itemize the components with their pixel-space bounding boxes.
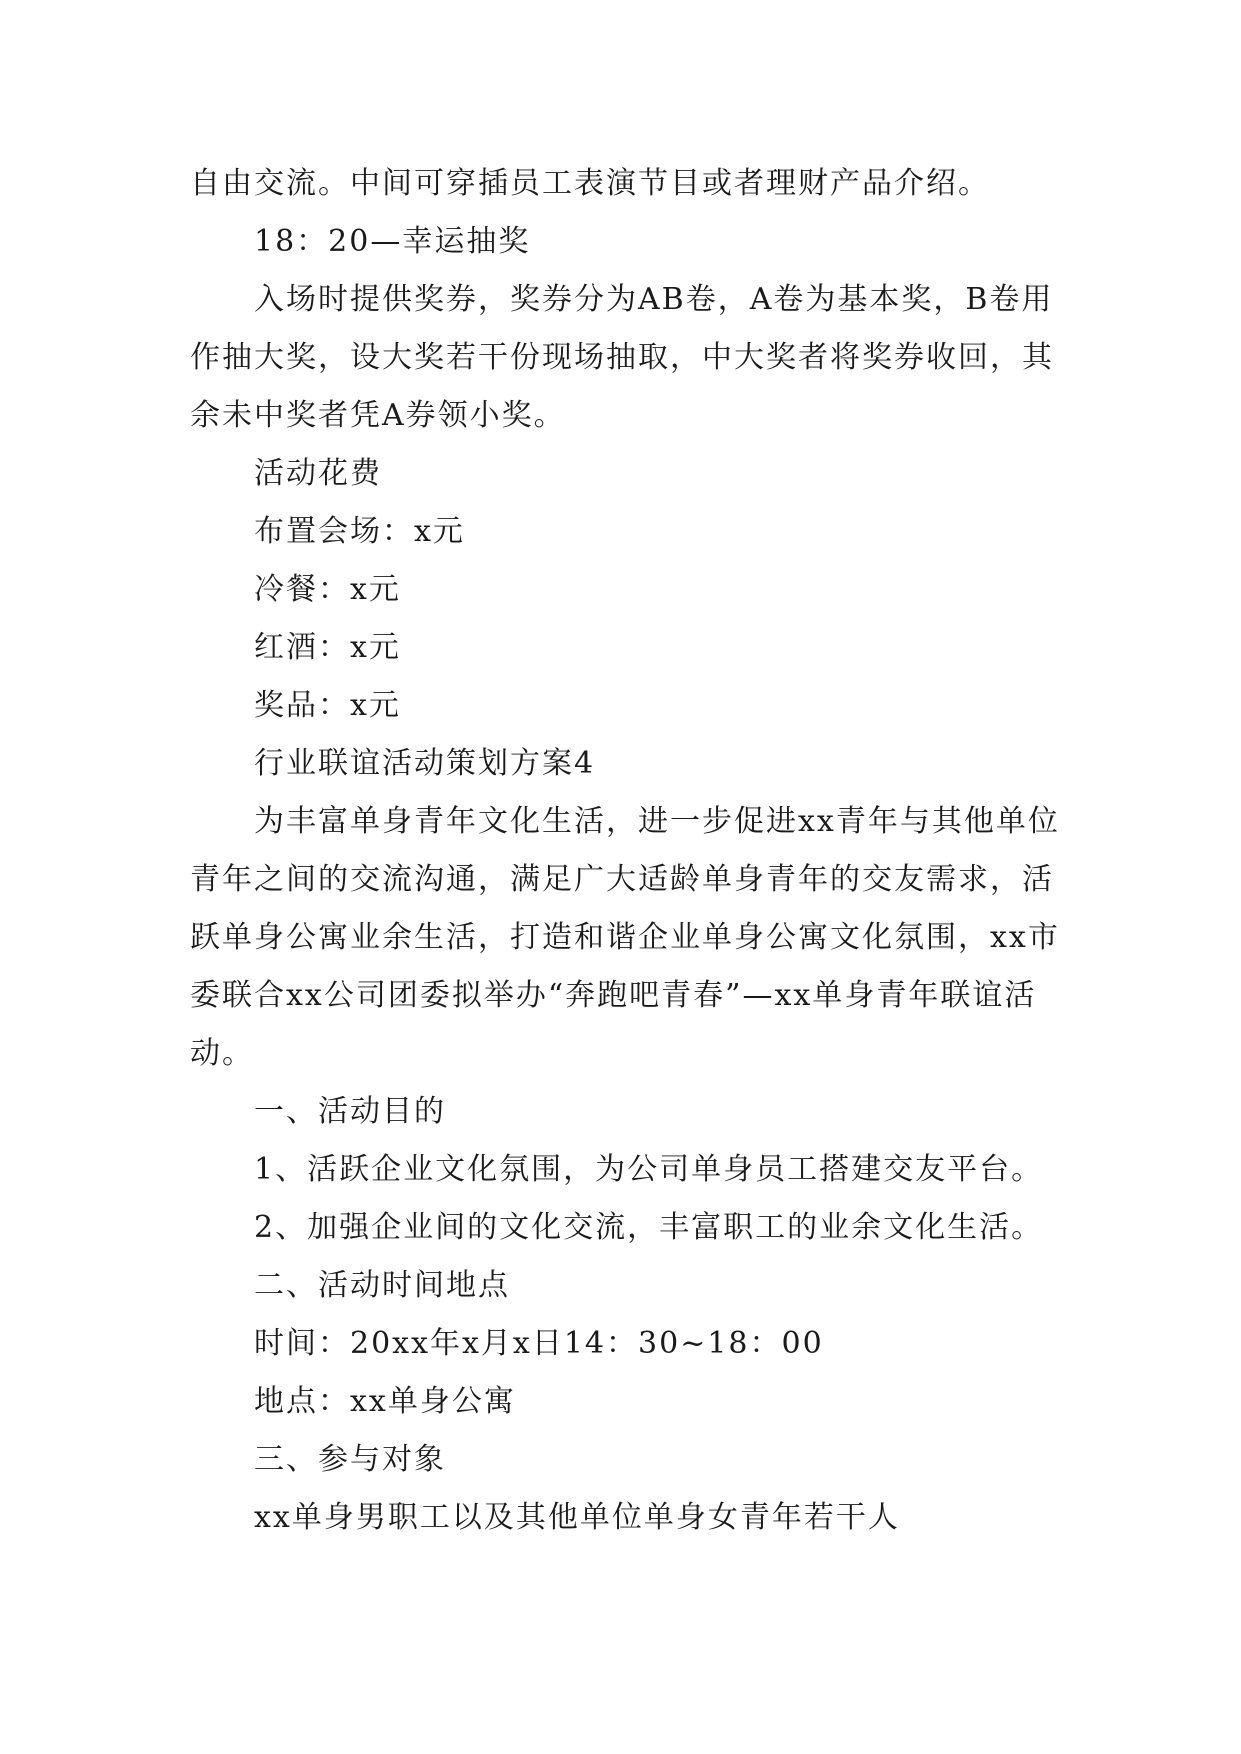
paragraph: xx单身男职工以及其他单位单身女青年若干人 <box>254 1500 900 1535</box>
list-item: 1、活跃企业文化氛围，为公司单身员工搭建交友平台。 <box>254 1152 1044 1187</box>
paragraph: 自由交流。中间可穿插员工表演节目或者理财产品介绍。 <box>190 166 990 201</box>
paragraph: 入场时提供奖券，奖券分为AB卷，A卷为基本奖，B卷用作抽大奖，设大奖若干份现场抽取，中大奖者将奖券收回，其余未中奖者凭A券领小奖。 <box>190 282 1054 433</box>
paragraph: 为丰富单身青年文化生活，进一步促进xx青年与其他单位青年之间的交流沟通，满足广大适龄单身青年的交友需求，活跃单身公寓业余生活，打造和谐企业单身公寓文化氛围，xx市委联合xx公司团委拟举办“奔跑吧青春”—xx单身青年联谊活动。 <box>190 804 1060 1071</box>
paragraph: 布置会场：x元 <box>254 514 465 549</box>
paragraph: 奖品：x元 <box>254 688 401 723</box>
paragraph: 时间：20xx年x月x日14：30~18：00 <box>254 1326 824 1361</box>
paragraph: 地点：xx单身公寓 <box>254 1384 516 1419</box>
paragraph: 18：20—幸运抽奖 <box>254 224 531 259</box>
section-heading: 行业联谊活动策划方案4 <box>254 746 596 781</box>
paragraph: 红酒：x元 <box>254 630 401 665</box>
list-item: 2、加强企业间的文化交流，丰富职工的业余文化生活。 <box>254 1210 1044 1245</box>
section-heading: 一、活动目的 <box>254 1094 446 1129</box>
document-body <box>190 155 1070 1547</box>
section-heading: 二、活动时间地点 <box>254 1268 510 1303</box>
section-heading: 三、参与对象 <box>254 1442 446 1477</box>
paragraph: 活动花费 <box>254 456 382 491</box>
paragraph: 冷餐：x元 <box>254 572 401 607</box>
